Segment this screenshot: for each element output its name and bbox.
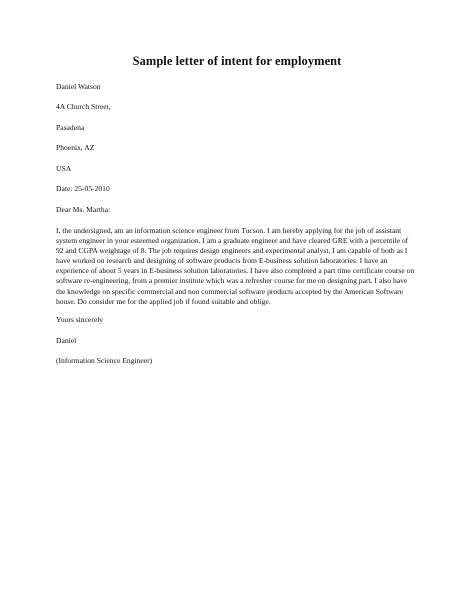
body-line: software re-engineering, from a premier institute which was a refresher course for me on designing part. I also have [56,276,408,286]
closing: Yours sincerely [56,315,104,324]
address-state: Phoenix, AZ [56,143,95,152]
sender-name: Daniel Watson [56,82,101,91]
signature-title: (Information Science Engineer) [56,356,153,365]
body-line: system engineer in your esteemed organization. I am a graduate engineer and have cleared GRE with a percentile of [56,236,409,246]
address-city: Pasadena [56,123,85,132]
address-country: USA [56,164,72,173]
address-street: 4A Church Street, [56,102,111,111]
letter-body [56,226,428,307]
body-line: 92 and CGPA weightage of 8. The job requires design engineers and experimental analyst, I am capable of both as I [56,246,408,256]
body-line: have worked on research and designing of software products from E-business solution laboratories. I have an [56,256,388,266]
salutation: Dear Ms. Martha: [56,205,111,214]
letter-date: Date: 25-05-2010 [56,184,110,193]
signature-name: Daniel [56,336,77,345]
body-line: the knowledge on specific commercial and non commercial software products accepted by the American Software [56,286,404,296]
body-line: house. Do consider me for the applied job if found suitable and oblige. [56,296,271,306]
body-line: I, the undersigned, am an information science engineer from Tucson. I am hereby applying for the job of assistant [56,226,402,235]
body-line: experience of about 5 years in E-business solution laboratories. I have also completed a part time certificate course on [56,266,415,276]
letter-title: Sample letter of intent for employment [132,54,342,68]
